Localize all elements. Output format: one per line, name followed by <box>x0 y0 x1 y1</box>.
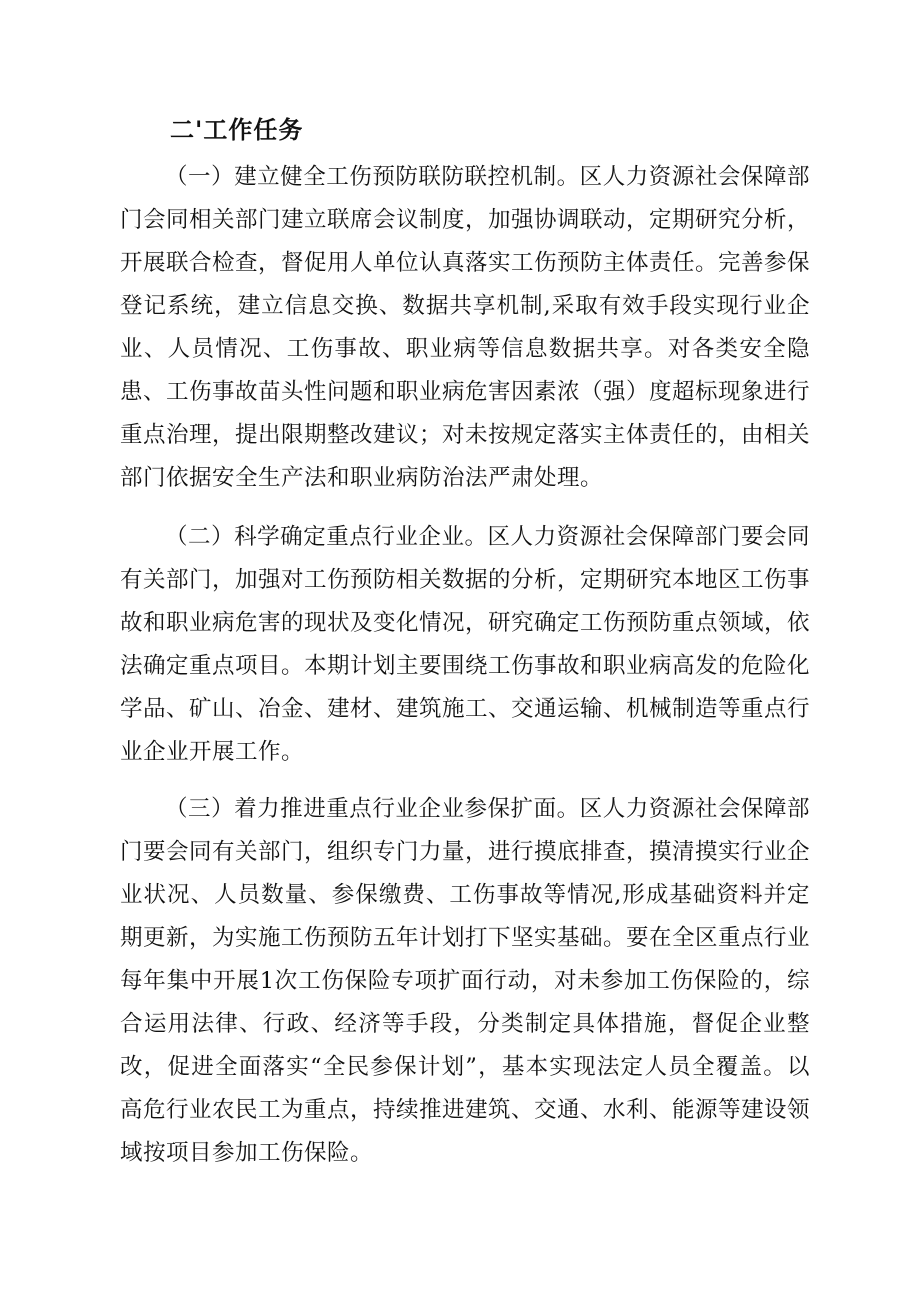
paragraph-1: （一）建立健全工伤预防联防联控机制。区人力资源社会保障部门会同相关部门建立联席会议制度，加强协调联动，定期研究分析，开展联合检查，督促用人单位认真落实工伤预防主体责任。完善参保登记系统，建立信息交换、数据共享机制,采取有效手段实现行业企业、人员情况、工伤事故、职业病等信息数据共享。对各类安全隐患、工伤事故苗头性问题和职业病危害因素浓（强）度超标现象进行重点治理，提出限期整改建议；对未按规定落实主体责任的，由相关部门依据安全生产法和职业病防治法严肃处理。 <box>120 164 811 491</box>
paragraph-3: （三）着力推进重点行业企业参保扩面。区人力资源社会保障部门要会同有关部门，组织专门力量，进行摸底排查，摸清摸实行业企业状况、人员数量、参保缴费、工伤事故等情况,形成基础资料并定期更新，为实施工伤预防五年计划打下坚实基础。要在全区重点行业每年集中开展1次工伤保险专项扩面行动，对未参加工伤保险的，综合运用法律、行政、经济等手段，分类制定具体措施，督促企业整改，促进全面落实“全民参保计划”，基本实现法定人员全覆盖。以高危行业农民工为重点，持续推进建筑、交通、水利、能源等建设领域按项目参加工伤保险。 <box>120 796 811 1166</box>
paragraph-2: （二）科学确定重点行业企业。区人力资源社会保障部门要会同有关部门，加强对工伤预防相关数据的分析，定期研究本地区工伤事故和职业病危害的现状及变化情况，研究确定工伤预防重点领域，依法确定重点项目。本期计划主要围绕工伤事故和职业病高发的危险化学品、矿山、冶金、建材、建筑施工、交通运输、机械制造等重点行业企业开展工作。 <box>120 524 811 765</box>
section-heading: 二'工作任务 <box>170 116 304 144</box>
